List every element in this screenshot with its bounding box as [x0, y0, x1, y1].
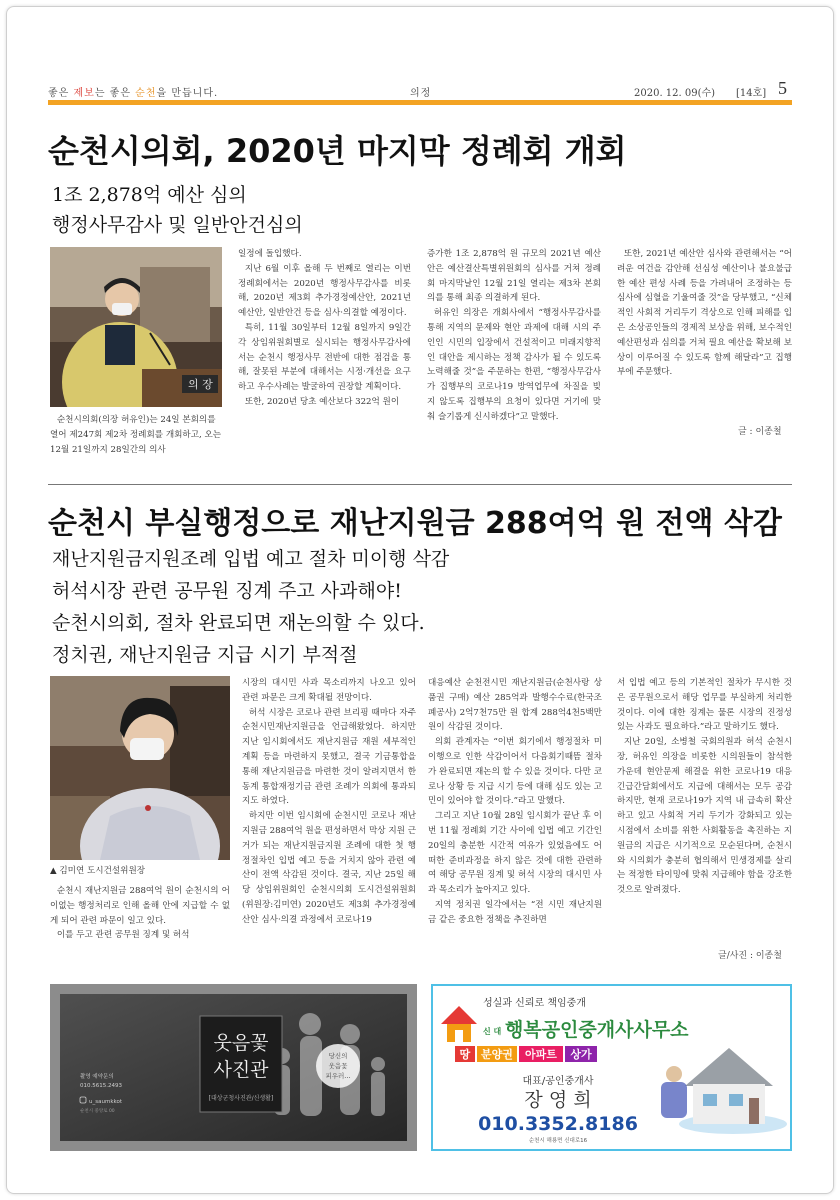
committee-chair-photo	[50, 676, 230, 860]
article2-headline: 순천시 부실행정으로 재난지원금 288여억 원 전액 삭감	[48, 506, 782, 541]
studio-contact-phone: 010.5615.2493	[80, 1083, 122, 1089]
paragraph: 지난 20일, 소병철 국회의원과 허석 순천시장, 허유인 의장을 비롯한 시의원들이 참석한 가운데 현안문제 해결을 위한 코로나19 대응 긴급간담회에서도 지급에 대해서는 모두 공감하지만, 현재 코로나19가 지역 내 급속히 확산하고 있고 사회적 거리 두기가 강화되고 있는 시점에서 소비를 위한 사회활동을 촉진하는 지원금의 지급은 시기적으로 모순된다며, 순천시와 시의회가 충분히 협의해서 민생경제를 살리는 적정한 타이밍에 맞춰 지급해야 함을 강조한 것으로 알려졌다.	[617, 737, 792, 896]
paragraph: 서 입법 예고 등의 기본적인 절차가 무시한 것은 공무원으로서 해당 업무를 부실하게 처리한 것이다. 이에 대한 징계는 물론 시장의 진정성 있는 사과도 필요하다.”라고 말하기도 했다.	[617, 678, 792, 733]
header-bar	[48, 100, 792, 105]
paragraph: 허석 시장은 코로나 관련 브리핑 때마다 자주 순천시민재난지원금을 언급해왔었다. 하지만 지난 임시회에서도 재난지원금 재원 세부적인 계획 등을 마련하지 못했고, 결국 기금통합을 통해 재난지원금을 마련한 것이 알려지면서 한동계 통합재정기금 관련 조례가 의회에 통과되지도 하였다.	[242, 707, 416, 807]
paragraph: 대응예산 순천전시민 재난지원금(순천사랑 상품권 구매) 예산 285억과 발행수수료(한국조폐공사) 2억7천75만 원 합계 288억4천5백만 원이 삭감된 것이다.	[428, 678, 602, 733]
page-number: 5	[778, 78, 787, 98]
paragraph: 일정에 돌입했다.	[238, 249, 302, 259]
bubble-text-2: 웃음꽃	[328, 1062, 348, 1070]
article2-subhead-3: 순천시의회, 절차 완료되면 재논의할 수 있다.	[52, 612, 425, 634]
article1-byline: 글 : 이종철	[738, 427, 782, 437]
paragraph: 그리고 지난 10월 28일 임시회가 끝난 후 이번 11월 정례회 기간 사이에 입법 예고 기간인 20일의 충분한 시간적 여유가 있었음에도 어떠한 준비과정을 하지 않은 것에 대한 관련하여 해당 공무원 징계 및 허석 시장의 대시민 사과 목소리가 높아지고 있다.	[428, 811, 602, 896]
paragraph: 지난 6월 이후 올해 두 번째로 열리는 이번 정례회에서는 2020년 행정사무감사를 비롯해, 2020년 제3회 추가경정예산안, 2021년 예산안, 일반안건 등을 심사·의결할 예정이다.	[238, 263, 411, 319]
tag-land: 땅	[459, 1048, 471, 1061]
article1-photo	[50, 247, 222, 407]
podium-sign: 의 장	[188, 378, 213, 391]
paragraph: 또한, 2020년 당초 예산보다 322억 원이	[244, 396, 400, 407]
paragraph: 시장의 대시민 사과 목소리까지 나오고 있어 관련 파문은 크게 확대될 전망이다.	[242, 678, 416, 703]
bubble-text-3: 피우러...	[325, 1072, 351, 1080]
header-slogan: 좋은 제보는 좋은 순천을 만듭니다.	[48, 88, 219, 99]
article2-subhead-1: 재난지원금지원조례 입법 예고 절차 미이행 삭감	[52, 548, 450, 570]
studio-sign-line2: 사진관	[213, 1059, 269, 1081]
article1-subhead-1: 1조 2,878억 예산 심의	[52, 184, 247, 206]
paragraph: 증가한 1조 2,878억 원 규모의 2021년 예산안은 예산결산특별위원회의 심사를 거쳐 정례회 마지막날인 12월 21일 열리는 제3차 본회의를 통해 최종 의결하게 된다.	[427, 249, 601, 304]
header-date: 2020. 12. 09(수)	[634, 88, 716, 99]
ad-photo-studio-panel	[60, 994, 407, 1141]
article2-subhead-2: 허석시장 관련 공무원 징계 주고 사과해야!	[52, 580, 402, 602]
studio-instagram: u_saumkkot	[89, 1099, 123, 1105]
studio-sign-line1: 웃음꽃	[213, 1032, 269, 1054]
tag-shop: 상가	[570, 1048, 592, 1061]
article2-column-4	[617, 676, 792, 898]
paragraph: 지역 정치권 일각에서는 “전 시민 재난지원금 같은 중요한 정책을 추진하면	[428, 899, 602, 925]
council-chairman-photo	[50, 247, 222, 407]
article2-column-3	[428, 676, 602, 928]
realty-brand: 행복공인중개사사무소	[505, 1019, 689, 1041]
article1-headline: 순천시의회, 2020년 마지막 정례회 개회	[48, 132, 627, 170]
article1-column-2	[238, 247, 411, 410]
bubble-text-1: 당신의	[328, 1052, 348, 1060]
realty-slogan: 성실과 신뢰로 책임중개	[483, 998, 586, 1009]
paragraph: 순천시 재난지원금 288여억 원이 순천시의 어이없는 행정처리로 인해 올해 안에 지급할 수 없게 되어 관련 파문이 일고 있다.	[50, 886, 230, 926]
article1-column-4	[617, 247, 792, 380]
article1-column-3	[427, 247, 601, 425]
article-divider	[48, 484, 792, 485]
studio-address: 순천시 중앙로 00	[80, 1109, 115, 1114]
tag-presale: 분양권	[481, 1048, 513, 1061]
article2-photo	[50, 676, 230, 860]
article2-caption: ▲ 김미연 도시건설위원장	[50, 866, 146, 876]
paragraph: 이를 두고 관련 공무원 징계 및 허석	[56, 930, 190, 941]
realty-address: 순천시 해룡면 신대로16	[528, 1138, 588, 1144]
studio-sign-sub: [대상군청사진관/신생활]	[208, 1095, 274, 1102]
realty-ad-artwork	[433, 986, 790, 1149]
photo-studio-artwork	[60, 994, 407, 1141]
article2-subhead-4: 정치권, 재난지원금 지급 시기 부적절	[52, 644, 358, 666]
header-issue: [14호]	[736, 88, 767, 99]
article1-subhead-2: 행정사무감사 및 일반안건심의	[52, 214, 303, 236]
ad-realty[interactable]	[431, 984, 792, 1151]
article1-caption: 순천시의회(의장 허유인)는 24일 본회의를 열어 제247회 제2차 정례회를 개회하고, 오는 12월 21일까지 28일간의 의사	[50, 415, 222, 455]
realty-role: 대표/공인중개사	[522, 1076, 594, 1087]
studio-contact-label: 촬영 예약문의	[80, 1074, 114, 1080]
article2-byline: 글/사진 : 이종철	[718, 951, 782, 961]
tag-apartment: 아파트	[525, 1048, 557, 1061]
paragraph: 특히, 11월 30일부터 12월 8일까지 9일간 각 상임위원회별로 실시되는 행정사무감사에서는 순천시 행정사무 전반에 대한 점검을 통해, 잘못된 부분에 대해서는 시정·개선을 요구하고 우수사례는 발굴하여 권장할 계획이다.	[238, 322, 411, 393]
realty-phone: 010.3352.8186	[478, 1113, 638, 1135]
header-section: 의정	[410, 88, 432, 99]
ad-photo-studio[interactable]	[50, 984, 417, 1151]
paragraph: 허유인 의장은 개회사에서 “행정사무감사를 통해 지역의 문제와 현안 과제에 대해 시의 주인인 시민의 입장에서 건설적이고 미래지향적인 대안을 제시하는 정책 감사가 될 수 있도록 노력해줄 것”을 주문하는 한편, “행정사무감사가 집행부의 코로나19 방역업무에 차질을 빚지 않도록 집행부의 요청이 있다면 거기에 맞춰 슬기롭게 신시하겠다”고 말했다.	[427, 308, 601, 422]
realty-name: 장 영 희	[524, 1089, 592, 1111]
article2-column-2	[242, 676, 416, 928]
paragraph: 하지만 이번 임시회에 순천시민 코로나 재난지원금 288여억 원을 편성하면서 막상 지원 근거가 되는 재난지원금지원 조례에 대한 첫 행정절차인 입법 예고 등을 거치지 않아 관련 예산이 전액 삭감된 것이다. 결국, 지난 25일 해당 상임위원회인 순천시의회 도시건설위원회(위원장:김미연) 2020년도 제3회 추가경정예산안 심사·의결 과정에서 코로나19	[242, 811, 416, 925]
article2-column-1	[50, 884, 230, 943]
paragraph: 또한, 2021년 예산안 심사와 관련해서는 “어려운 여건을 감안해 선심성 예산이나 불요불급한 예산 편성 사례 등을 가려내어 조정하는 등 심사에 심혈을 기울여줄 것”을 당부했고, “신체적인 사회적 거리두기 격상으로 인해 피해를 입은 소상공인들의 경제적 보상을 위해, 보수적인 예산편성과 심의를 거쳐 필요 예산을 확보해 보상이 이루어질 수 있도록 함께 해달라”고 집행부에 주문했다.	[617, 249, 792, 378]
realty-brand-prefix: 신 대	[483, 1027, 502, 1036]
paragraph: 의회 관계자는 “이번 회기에서 행정절차 미이행으로 인한 삭감이어서 다음회기때뜸 절차가 완료되면 재논의 할 수 있을 것이다. 다만 코로나 상황 등 지급 시기 등에 대해 심도 있는 고민이 있어야 할 것이다.”라고 말했다.	[428, 737, 603, 807]
